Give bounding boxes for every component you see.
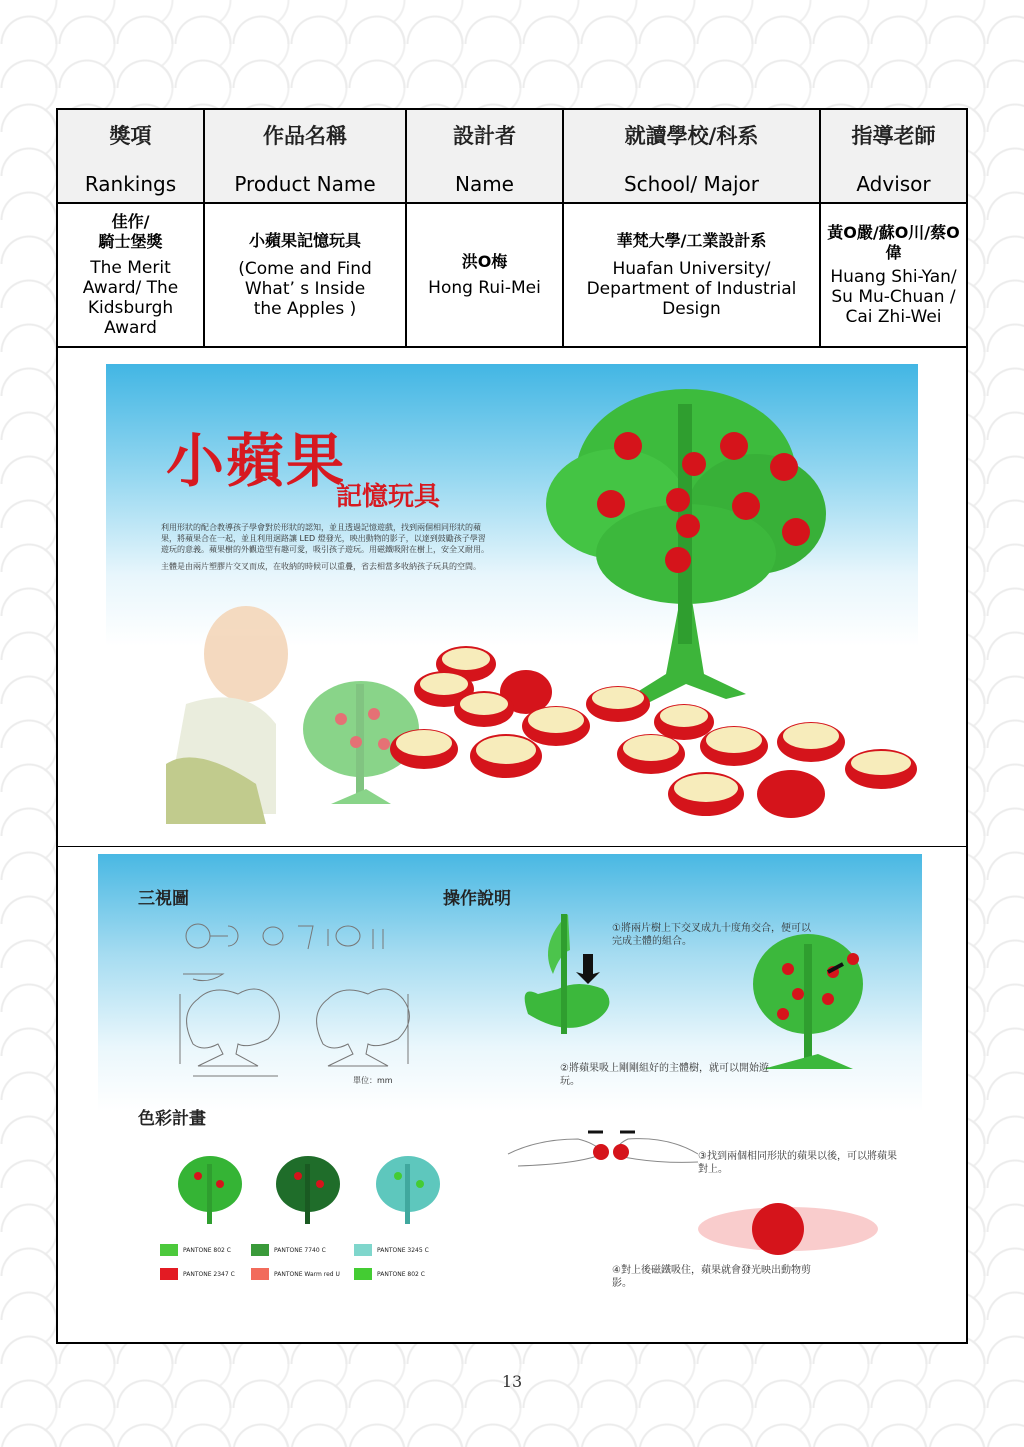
table-row (58, 203, 966, 347)
swatch-color (160, 1268, 178, 1280)
header-name: 設計者 Name (406, 110, 563, 203)
swatch-2: PANTONE 2347 C (160, 1268, 235, 1280)
three-view-drawing (180, 924, 409, 1076)
cell-designer: 洪O梅 Hong Rui-Mei (406, 203, 563, 347)
cell-school: 華梵大學/工業設計系 Huafan University/ Department of Industrial Design (563, 203, 820, 347)
step-2-text: ②將蘋果吸上剛剛組好的主體樹，就可以開始遊玩。 (560, 1063, 769, 1087)
cell-advisor: 黃O嚴/蘇O川/蔡O偉 Huang Shi-Yan/ Su Mu-Chuan / Cai Zhi-Wei (820, 203, 966, 347)
swatch-color (354, 1268, 372, 1280)
assembled-tree-drawing (753, 934, 863, 1069)
operation-heading: 操作說明 (443, 889, 511, 909)
glowing-apple-drawing (698, 1203, 878, 1255)
step-3-text: ③找到兩個相同形狀的蘋果以後，可以將蘋果對上。 (698, 1151, 897, 1175)
poster-title: 小蘋果 (166, 427, 347, 495)
page-number: 13 (501, 1372, 523, 1391)
color-plan-heading: 色彩計畫 (138, 1109, 206, 1129)
swatch-3: PANTONE 7740 C (251, 1244, 326, 1256)
header-rankings: 獎項 Rankings (58, 110, 204, 203)
instructions-poster (98, 854, 922, 1314)
apple-halves-image (390, 646, 917, 818)
step-4-text: ④對上後磁鐵吸住，蘋果就會發光映出動物剪影。 (612, 1265, 811, 1289)
step-1-text: ①將兩片樹上下交叉成九十度角交合，便可以完成主體的組合。 (612, 923, 811, 947)
swatch-color (354, 1244, 372, 1256)
swatch-color (160, 1244, 178, 1256)
header-advisor: 指導老師 Advisor (820, 110, 966, 203)
award-table (58, 110, 966, 348)
table-header-row (58, 110, 966, 203)
swatch-color (251, 1244, 269, 1256)
three-view-heading: 三視圖 (138, 889, 189, 909)
product-poster (106, 364, 918, 834)
header-product-name: 作品名稱 Product Name (204, 110, 406, 203)
apple-tree-image (546, 389, 826, 704)
section-divider (58, 846, 966, 847)
assembly-tree-drawing (525, 914, 610, 1034)
swatch-1: PANTONE 802 C (160, 1244, 231, 1256)
cell-product: 小蘋果記憶玩具 (Come and Find What’ s Inside the Apples ) (204, 203, 406, 347)
swatch-6: PANTONE 802 C (354, 1268, 425, 1280)
color-variant-trees (178, 1156, 440, 1224)
header-school: 就讀學校/科系 School/ Major (563, 110, 820, 203)
award-sheet (56, 108, 968, 1344)
swatch-4: PANTONE Warm red U (251, 1268, 340, 1280)
cell-ranking: 佳作/ 騎士堡獎 The Merit Award/ The Kidsburgh Award (58, 203, 204, 347)
apple-tree-illustration (106, 364, 918, 834)
swatch-5: PANTONE 3245 C (354, 1244, 429, 1256)
poster-description: 利用形狀的配合教導孩子學會對於形狀的認知，並且透過記憶遊戲，找到兩個相同形狀的蘋果，將蘋果合在一起，並且利用迴路讓 LED 燈發光，映出動物的影子，以達到鼓勵孩子學習遊玩的意義。蘋果樹的外觀造型有趣可愛，吸引孩子遊玩。用磁鐵吸附在樹上，安全又耐用。 主體是由兩片塑膠片交叉而成，在收納的時候可以重疊，省去相當多收納孩子玩具的空間。 (161, 523, 489, 571)
swatch-color (251, 1268, 269, 1280)
child-image (166, 606, 288, 824)
unit-label: 單位：mm (353, 1076, 393, 1085)
poster-subtitle: 記憶玩具 (336, 482, 441, 512)
